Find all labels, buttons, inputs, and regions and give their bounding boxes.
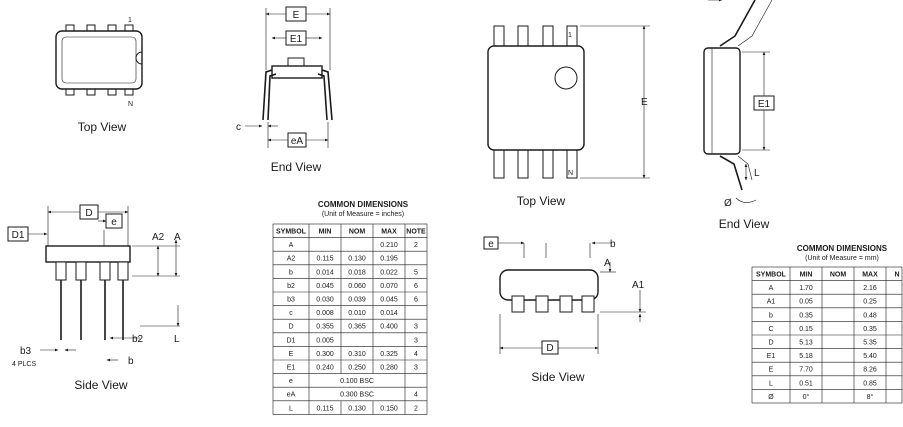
- pdip-side-view: [8, 205, 181, 392]
- table-cell: b: [289, 269, 293, 277]
- soic-dim-e-label: e: [488, 239, 494, 250]
- table-cell: A1: [766, 298, 776, 306]
- table-cell: 4: [414, 350, 418, 358]
- table-cell: eA: [286, 391, 296, 399]
- pdip-table-subtitle: (Unit of Measure = inches): [321, 211, 405, 218]
- table-cell: 0.045: [316, 282, 334, 290]
- pdip-table-title: COMMON DIMENSIONS: [317, 200, 409, 209]
- table-cell: 0.010: [348, 310, 366, 318]
- table-cell: D1: [286, 337, 296, 345]
- table-cell: 0.018: [348, 269, 366, 277]
- table-cell: 5.18: [799, 353, 813, 361]
- table-header-cell: NOTE: [406, 228, 426, 236]
- table-cell: 0.014: [380, 310, 398, 318]
- table-cell: 0.210: [380, 242, 398, 250]
- table-cell: 2.16: [863, 285, 877, 293]
- dim-eA-label: eA: [290, 136, 304, 147]
- soic-dimension-table: [752, 244, 902, 403]
- dim-b2-label: b2: [132, 334, 144, 345]
- soic-end-view: [704, 0, 774, 231]
- pinN-label: N: [128, 101, 134, 108]
- table-cell: 0.48: [863, 312, 877, 320]
- soic-side-view-caption: Side View: [531, 370, 585, 384]
- pdip-table-grid: [273, 224, 427, 414]
- table-cell: 0.250: [348, 364, 366, 372]
- soic-pin1-label: 1: [568, 32, 572, 39]
- table-cell: 0.05: [799, 298, 813, 306]
- table-cell: 5: [414, 269, 418, 277]
- table-cell: 0.325: [380, 350, 398, 358]
- dim-A-label: A: [174, 232, 181, 243]
- table-cell: 0.115: [316, 405, 334, 413]
- table-header-cell: MIN: [799, 271, 813, 279]
- pdip-end-view-caption: End View: [270, 160, 322, 174]
- lead-bottom: [720, 156, 742, 190]
- table-cell: 0.130: [348, 255, 366, 263]
- table-cell: 0.039: [348, 296, 366, 304]
- table-cell: 3: [414, 364, 418, 372]
- table-cell: 0.195: [380, 255, 398, 263]
- table-cell: 2: [414, 405, 418, 413]
- table-cell: 0.35: [863, 325, 877, 333]
- table-cell: 0°: [802, 393, 810, 401]
- table-cell: 0.300: [316, 350, 334, 358]
- table-cell: e: [289, 378, 293, 386]
- table-cell: 0.300 BSC: [340, 391, 374, 399]
- table-cell: 0.85: [863, 380, 877, 388]
- dim-L-label: L: [174, 334, 180, 345]
- table-cell: 0.400: [380, 323, 398, 331]
- table-cell: 7.70: [799, 366, 813, 374]
- pdip-end-view: [236, 7, 332, 174]
- soic-dim-L-label: L: [754, 168, 760, 179]
- table-cell: 0.115: [316, 255, 334, 263]
- table-cell: 4: [414, 391, 418, 399]
- soic-top-view: [488, 26, 650, 208]
- pin: [518, 26, 528, 46]
- soic-dim-b-label: b: [610, 239, 616, 250]
- table-cell: D: [768, 339, 774, 347]
- table-cell: A: [768, 285, 774, 293]
- soic-table-subtitle: (Unit of Measure = mm): [805, 255, 879, 262]
- table-cell: 0.070: [380, 282, 398, 290]
- table-cell: 0.060: [348, 282, 366, 290]
- table-cell: L: [769, 380, 773, 388]
- lead-top: [720, 0, 755, 46]
- table-cell: 2: [414, 242, 418, 250]
- soic-dim-A-label: A: [604, 258, 611, 269]
- table-cell: A: [288, 242, 294, 250]
- soic-dim-theta-label: Ø: [724, 198, 732, 209]
- pin: [494, 26, 504, 46]
- soic-top-view-caption: Top View: [516, 194, 566, 208]
- table-cell: 0.150: [380, 405, 398, 413]
- table-cell: E: [768, 366, 774, 374]
- table-header-cell: SYMBOL: [276, 228, 306, 236]
- table-cell: L: [289, 405, 293, 413]
- table-cell: 0.35: [799, 312, 813, 320]
- table-header-cell: MAX: [862, 271, 878, 279]
- table-cell: E: [288, 350, 294, 358]
- table-header-cell: MIN: [318, 228, 332, 236]
- table-cell: 5.40: [863, 353, 877, 361]
- dim-E1-label: E1: [289, 34, 303, 45]
- table-cell: 6: [414, 296, 418, 304]
- table-cell: 8°: [866, 393, 874, 401]
- dim-e-label: e: [111, 217, 117, 228]
- table-cell: 0.005: [316, 337, 334, 345]
- plcs-note: 4 PLCS: [12, 361, 37, 368]
- table-cell: Ø: [768, 393, 774, 401]
- table-cell: 0.365: [348, 323, 366, 331]
- table-header-cell: NOM: [829, 271, 847, 279]
- table-cell: 0.100 BSC: [340, 378, 374, 386]
- table-cell: 0.240: [316, 364, 334, 372]
- pin: [518, 150, 528, 178]
- table-cell: b3: [287, 296, 295, 304]
- dim-E-label: E: [292, 10, 300, 21]
- pin: [543, 26, 553, 46]
- table-cell: 0.280: [380, 364, 398, 372]
- table-header-cell: NOM: [348, 228, 366, 236]
- pin: [543, 150, 553, 178]
- pin: [494, 150, 504, 178]
- pdip-dimension-table: [273, 200, 427, 414]
- table-cell: 0.030: [316, 296, 334, 304]
- table-cell: C: [768, 325, 774, 333]
- pin1-label: 1: [128, 17, 132, 24]
- table-cell: E1: [286, 364, 296, 372]
- pdip-end-body: [272, 66, 322, 78]
- soic-dim-E-label: E: [641, 97, 648, 108]
- table-cell: 6: [414, 282, 418, 290]
- table-cell: 0.25: [863, 298, 877, 306]
- table-cell: 0.15: [799, 325, 813, 333]
- table-cell: b: [769, 312, 773, 320]
- table-cell: c: [289, 310, 293, 318]
- soic-table-title: COMMON DIMENSIONS: [796, 244, 888, 253]
- table-cell: 0.022: [380, 269, 398, 277]
- pdip-side-view-caption: Side View: [74, 378, 128, 392]
- table-cell: 0.045: [380, 296, 398, 304]
- dim-D1-label: D1: [11, 230, 25, 241]
- soic-body: [488, 46, 584, 150]
- table-header-cell: N: [894, 271, 900, 279]
- table-cell: 0.355: [316, 323, 334, 331]
- soic-end-body: [704, 48, 740, 154]
- table-cell: 0.130: [348, 405, 366, 413]
- dim-b3-label: b3: [20, 346, 32, 357]
- table-cell: 3: [414, 323, 418, 331]
- soic-dim-E1-label: E1: [757, 99, 771, 110]
- table-cell: 1.70: [799, 285, 813, 293]
- table-cell: 3: [414, 337, 418, 345]
- soic-side-view: [484, 237, 646, 384]
- soic-end-view-caption: End View: [718, 217, 770, 231]
- dim-b-label: b: [128, 356, 134, 367]
- soic-dim-D-label: D: [546, 343, 554, 354]
- table-cell: b2: [287, 282, 295, 290]
- table-header-cell: MAX: [381, 228, 397, 236]
- table-header-cell: SYMBOL: [756, 271, 786, 279]
- table-cell: E1: [766, 353, 776, 361]
- table-cell: 0.014: [316, 269, 334, 277]
- table-cell: D: [288, 323, 294, 331]
- table-cell: 5.35: [863, 339, 877, 347]
- soic-dim-A1-label: A1: [632, 280, 645, 291]
- dim-c-label: c: [236, 122, 241, 133]
- table-cell: 0.51: [799, 380, 813, 388]
- table-cell: A2: [286, 255, 296, 263]
- pdip-top-view-caption: Top View: [77, 120, 127, 134]
- pdip-body: [56, 31, 142, 89]
- soic-table-grid: [752, 267, 902, 403]
- dim-A2-label: A2: [152, 232, 165, 243]
- pdip-side-body: [46, 246, 130, 262]
- table-cell: 0.008: [316, 310, 334, 318]
- dim-D-label: D: [85, 208, 93, 219]
- pdip-top-view: [56, 17, 142, 134]
- table-cell: 5.13: [799, 339, 813, 347]
- table-cell: 0.310: [348, 350, 366, 358]
- soic-pinN-label: N: [568, 170, 574, 177]
- table-cell: 8.26: [863, 366, 877, 374]
